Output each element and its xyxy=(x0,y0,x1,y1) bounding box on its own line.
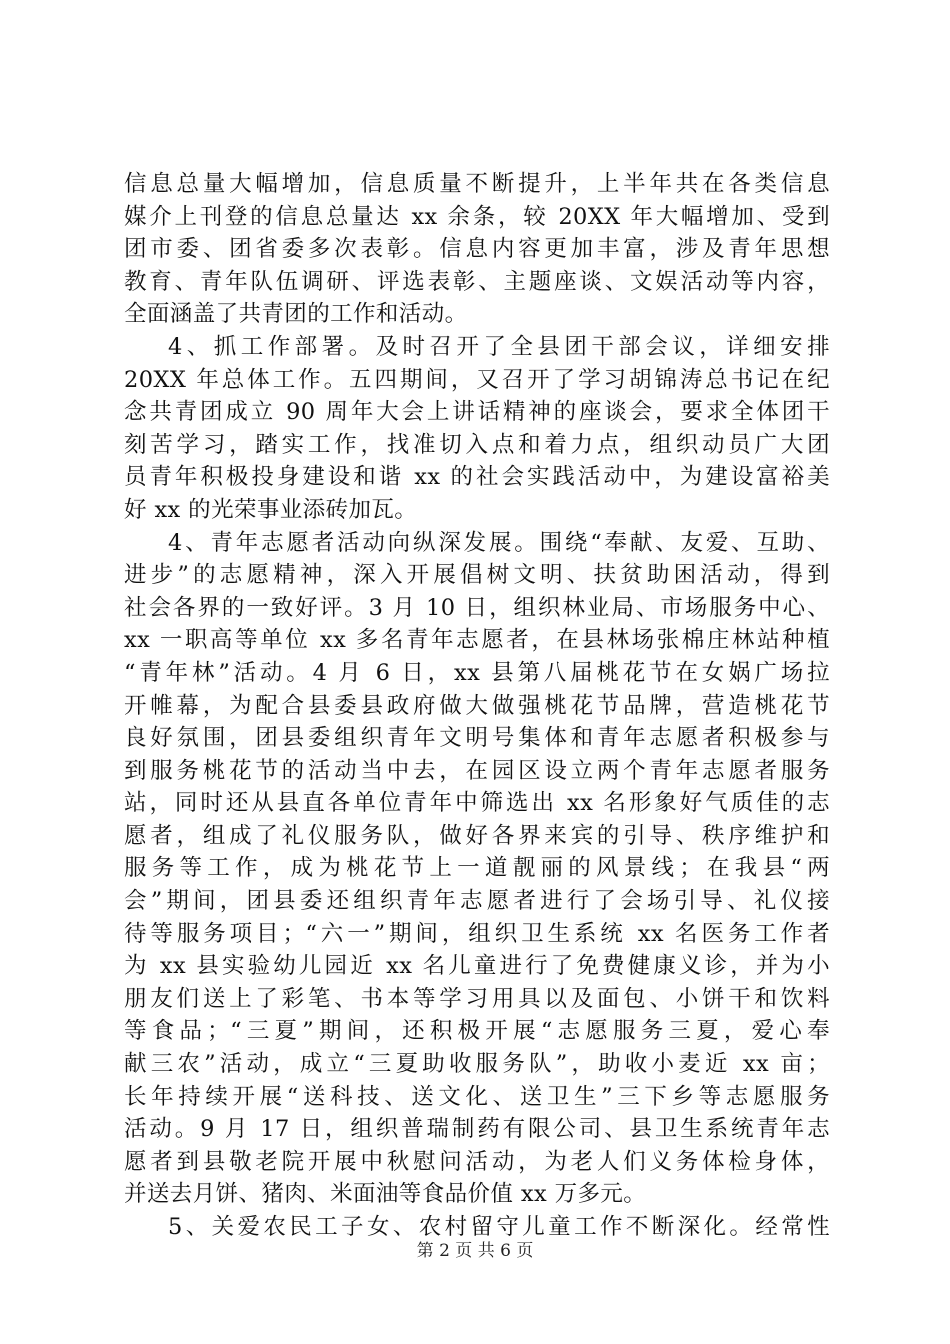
text-line: 朋友们送上了彩笔、书本等学习用具以及面包、小饼干和饮料 xyxy=(124,985,830,1012)
text-line: 开帷幕，为配合县委县政府做大做强桃花节品牌，营造桃花节 xyxy=(124,692,830,719)
text-line: 良好氛围，团县委组织青年文明号集体和青年志愿者积极参与 xyxy=(124,725,830,752)
page-footer: 第 2 页 共 6 页 xyxy=(416,1241,534,1261)
text-line: 媒介上刊登的信息总量达 xx 余条，较 20XX 年大幅增加、受到 xyxy=(124,203,830,230)
text-line: 为 xx 县实验幼儿园近 xx 名儿童进行了免费健康义诊，并为小 xyxy=(124,953,830,980)
text-line: 到服务桃花节的活动当中去，在园区设立两个青年志愿者服务 xyxy=(124,757,830,784)
text-line: 教育、青年队伍调研、评选表彰、主题座谈、文娱活动等内容， xyxy=(124,268,830,295)
text-line: 会”期间，团县委还组织青年志愿者进行了会场引导、礼仪接 xyxy=(124,888,830,915)
text-line: 好 xx 的光荣事业添砖加瓦。 xyxy=(124,496,418,523)
text-line: 社会各界的一致好评。3 月 10 日，组织林业局、市场服务中心、 xyxy=(124,594,830,621)
text-line: “青年林”活动。4 月 6 日，xx 县第八届桃花节在女娲广场拉 xyxy=(124,659,830,686)
text-line: 站，同时还从县直各单位青年中筛选出 xx 名形象好气质佳的志 xyxy=(124,790,830,817)
text-line: 20XX 年总体工作。五四期间，又召开了学习胡锦涛总书记在纪 xyxy=(124,366,830,393)
text-line: 4、青年志愿者活动向纵深发展。围绕“奉献、友爱、互助、 xyxy=(168,529,830,556)
text-line: 团市委、团省委多次表彰。信息内容更加丰富，涉及青年思想 xyxy=(124,236,830,263)
text-line: 信息总量大幅增加，信息质量不断提升，上半年共在各类信息 xyxy=(124,171,830,197)
text-line: 待等服务项目；“六一”期间，组织卫生系统 xx 名医务工作者 xyxy=(124,920,830,947)
text-line: 进步”的志愿精神，深入开展倡树文明、扶贫助困活动，得到 xyxy=(124,562,830,589)
text-line: 活动。9 月 17 日，组织普瑞制药有限公司、县卫生系统青年志 xyxy=(124,1116,830,1143)
text-line: 全面涵盖了共青团的工作和活动。 xyxy=(124,301,468,328)
text-line: 长年持续开展“送科技、送文化、送卫生”三下乡等志愿服务 xyxy=(124,1083,830,1110)
text-line: 员青年积极投身建设和谐 xx 的社会实践活动中，为建设富裕美 xyxy=(124,464,830,491)
text-line: 等食品；“三夏”期间，还积极开展“志愿服务三夏，爱心奉 xyxy=(124,1018,830,1045)
text-line: xx 一职高等单位 xx 多名青年志愿者，在县林场张棉庄林站种植 xyxy=(124,627,830,654)
text-line: 献三农”活动，成立“三夏助收服务队”，助收小麦近 xx 亩； xyxy=(124,1051,830,1078)
text-line: 刻苦学习，踏实工作，找准切入点和着力点，组织动员广大团 xyxy=(124,431,830,458)
body-text xyxy=(124,168,830,1244)
text-line: 并送去月饼、猪肉、米面油等食品价值 xx 万多元。 xyxy=(124,1181,647,1208)
text-line: 念共青团成立 90 周年大会上讲话精神的座谈会，要求全体团干 xyxy=(124,399,830,426)
text-line: 5、关爱农民工子女、农村留守儿童工作不断深化。经常性 xyxy=(168,1214,830,1240)
text-line: 4、抓工作部署。及时召开了全县团干部会议，详细安排 xyxy=(168,333,830,360)
text-line: 服务等工作，成为桃花节上一道靓丽的风景线；在我县“两 xyxy=(124,855,830,882)
text-line: 愿者到县敬老院开展中秋慰问活动，为老人们义务体检身体， xyxy=(124,1148,830,1175)
text-line: 愿者，组成了礼仪服务队，做好各界来宾的引导、秩序维护和 xyxy=(124,822,830,849)
